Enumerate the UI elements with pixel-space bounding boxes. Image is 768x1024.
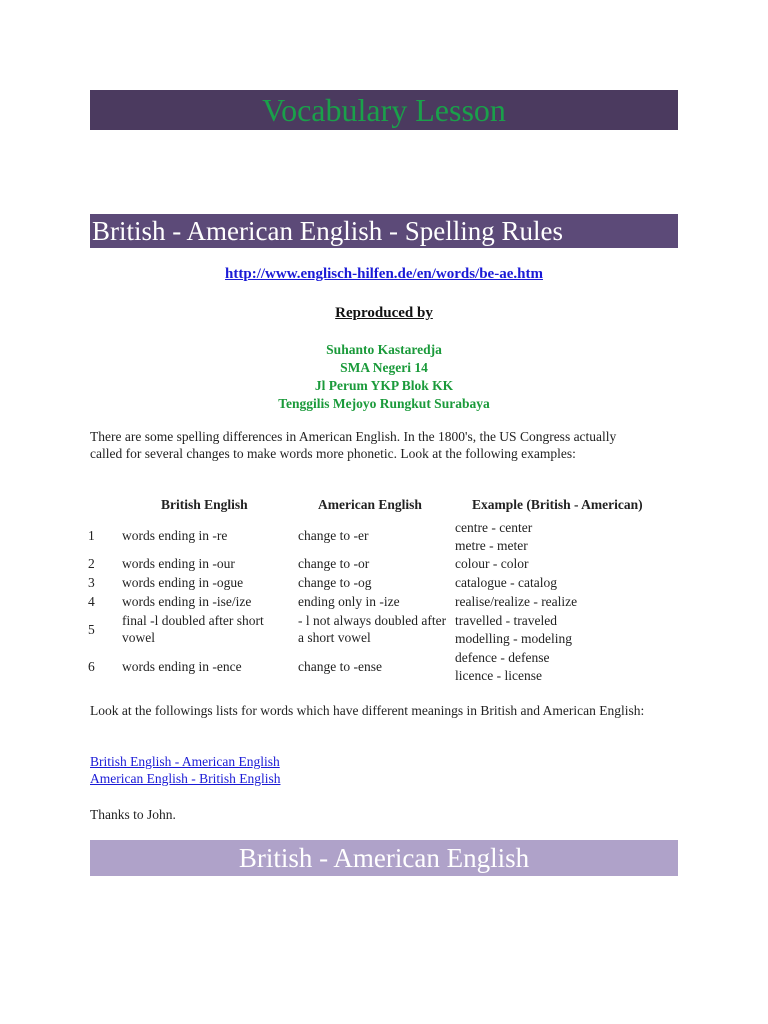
british-rule: words ending in -ise/ize xyxy=(122,594,252,609)
example-line2: metre - meter xyxy=(455,538,528,553)
american-rule: change to -er xyxy=(298,528,369,543)
example-line2: modelling - modeling xyxy=(455,631,572,646)
row-number: 3 xyxy=(88,575,95,590)
row-number: 6 xyxy=(88,659,95,674)
british-rule: words ending in -ogue xyxy=(122,575,244,590)
example-line1: colour - color xyxy=(455,556,529,571)
british-rule: words ending in -our xyxy=(122,556,235,571)
author-school: SMA Negeri 14 xyxy=(340,360,428,375)
header-example: Example (British - American) xyxy=(472,497,643,512)
thanks-text: Thanks to John. xyxy=(90,807,176,822)
section-heading: British - American English - Spelling Rules xyxy=(92,215,563,246)
reproduced-by-label: Reproduced by xyxy=(335,305,433,321)
footer-banner-text: British - American English xyxy=(238,842,530,873)
row-number: 1 xyxy=(88,528,95,543)
american-rule: ending only in -ize xyxy=(298,594,400,609)
row-number: 4 xyxy=(88,594,95,609)
lists-paragraph: Look at the followings lists for words which have different meanings in British and American English: xyxy=(90,703,645,718)
example-line1: defence - defense xyxy=(455,650,550,665)
american-rule: change to -ense xyxy=(298,659,382,674)
footer-banner xyxy=(90,840,678,876)
author-address-line1: Jl Perum YKP Blok KK xyxy=(314,378,454,393)
american-british-link[interactable]: American English - British English xyxy=(90,771,281,786)
american-rule: - l not always doubled after a short vowel xyxy=(298,613,447,645)
heading-banner xyxy=(90,214,678,248)
author-block xyxy=(90,341,678,413)
example-line1: catalogue - catalog xyxy=(455,575,557,590)
british-rule: words ending in -ence xyxy=(122,659,242,674)
row-number: 5 xyxy=(88,622,95,637)
american-rule: change to -og xyxy=(298,575,372,590)
source-url-link[interactable]: http://www.englisch-hilfen.de/en/words/be-ae.htm xyxy=(225,266,543,282)
row-number: 2 xyxy=(88,556,95,571)
example-line1: realise/realize - realize xyxy=(455,594,578,609)
british-american-link[interactable]: British English - American English xyxy=(90,754,280,769)
example-line1: centre - center xyxy=(455,520,533,535)
british-rule: words ending in -re xyxy=(122,528,228,543)
header-american: American English xyxy=(318,497,422,512)
title-banner xyxy=(90,90,678,130)
author-name: Suhanto Kastaredja xyxy=(326,342,442,357)
header-british: British English xyxy=(161,497,248,512)
author-address-line2: Tenggilis Mejoyo Rungkut Surabaya xyxy=(278,396,490,411)
example-line2: licence - license xyxy=(455,668,542,683)
intro-paragraph: There are some spelling differences in American English. In the 1800's, the US Congress actually called for several changes to make words more phonetic. Look at the following examples: xyxy=(90,429,617,461)
british-rule: final -l doubled after short vowel xyxy=(122,613,264,645)
example-line1: travelled - traveled xyxy=(455,613,557,628)
page-title: Vocabulary Lesson xyxy=(262,91,506,128)
american-rule: change to -or xyxy=(298,556,370,571)
